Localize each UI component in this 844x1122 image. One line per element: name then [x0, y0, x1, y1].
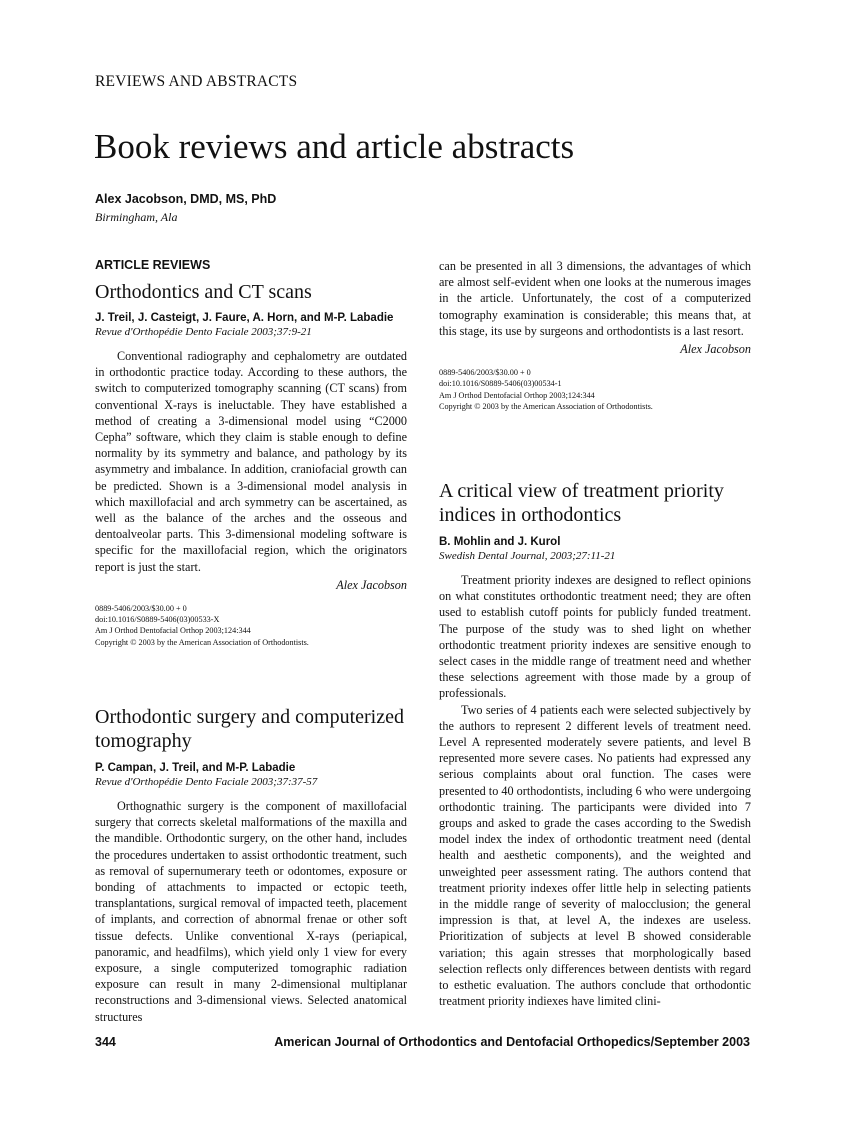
author-affiliation: Birmingham, Ala	[95, 210, 178, 224]
article-2-title: Orthodontic surgery and computerized tomography	[95, 706, 404, 752]
article-2-doi: doi:10.1016/S0889-5406(03)00534-1	[439, 379, 562, 389]
article-1-copyright: Copyright © 2003 by the American Association of Orthodontists.	[95, 637, 309, 647]
author-name: Alex Jacobson, DMD, MS, PhD	[95, 192, 277, 206]
article-2-authors: P. Campan, J. Treil, and M-P. Labadie	[95, 762, 296, 774]
article-2-body: Orthognathic surgery is the component of maxillofacial surgery that corrects skeletal malformations of the maxilla and the mandible. Orthodontic surgery, on the other hand, includes the procedures undertaken to assist orthodontic treatment, such as removal of supernumerary teeth or odontomes, exposure or bonding of attachments to impacted or ectopic teeth, transplantations, surgical removal of impacted teeth, placement of implants, and correction of abnormal frenae or other soft tissue defects. Unlike conventional X-rays (periapical, panoramic, and headfilms), which yield only 1 view for every exposure, a single computerized tomographic radiation exposure can result in many 2-dimensional multiplanar reconstructions and 3-dimensional views. Selected anatomical structures	[95, 799, 407, 1024]
article-2-signature: Alex Jacobson	[680, 342, 751, 357]
article-3-authors: B. Mohlin and J. Kurol	[439, 536, 561, 548]
article-1-citation: Am J Orthod Dentofacial Orthop 2003;124:344	[95, 626, 251, 636]
article-1-body: Conventional radiography and cephalometry are outdated in orthodontic practice today. According to these authors, the switch to computerized tomography scanning (CT scans) from conventional X-rays is ineluctable. They have established a method of creating a 3-dimensional model using “C2000 Cepha” software, which they claim is stable enough to define normality by its symmetry and balance, and pathology by its asymmetry and imbalance. In addition, craniofacial growth can be predicted. Shown is a 3-dimensional model analysis in which maxillofacial and arch symmetry can be ascertained, as well as the balance of the arches and the osseous and dentoalveolar parts. This 3-dimensional modeling software is specific for the maxillofacial region, which the originators report is just the start.	[95, 349, 407, 574]
article-1-meta	[95, 603, 407, 648]
section-label: ARTICLE REVIEWS	[95, 258, 211, 272]
article-1-doi: doi:10.1016/S0889-5406(03)00533-X	[95, 615, 220, 625]
article-3-source: Swedish Dental Journal, 2003;27:11-21	[439, 550, 616, 562]
article-2-citation: Am J Orthod Dentofacial Orthop 2003;124:344	[439, 390, 595, 400]
article-3-body-paragraph-1: Treatment priority indexes are designed to reflect opinions on what constitutes orthodontic treatment need; they are often used to establish cutoff points for publicly funded treatment. The purpose of the study was to shed light on whether orthodontic treatment priority indexes are sensitive enough to select cases in the middle range of treatment need and whether these selections agreement with those made by a group of professionals.	[439, 573, 751, 701]
article-2-source: Revue d'Orthopédie Dento Faciale 2003;37:37-57	[95, 776, 318, 788]
article-1-authors: J. Treil, J. Casteigt, J. Faure, A. Horn, and M-P. Labadie	[95, 312, 394, 324]
article-1-price: 0889-5406/2003/$30.00 + 0	[95, 603, 187, 613]
article-2-body-continued: can be presented in all 3 dimensions, the advantages of which are almost self-evident when one looks at the numerous images in the article. Unfortunately, the cost of a computerized tomography examination is considerable; this means that, at this stage, its use by surgeons and orthodontists is a last resort.	[439, 259, 751, 338]
article-2-copyright: Copyright © 2003 by the American Association of Orthodontists.	[439, 401, 653, 411]
article-1-source: Revue d'Orthopédie Dento Faciale 2003;37:9-21	[95, 326, 312, 338]
article-2-price: 0889-5406/2003/$30.00 + 0	[439, 368, 531, 378]
article-3-body-paragraph-2: Two series of 4 patients each were selected subjectively by the authors to represent 2 different levels of treatment need. Level A represented moderately severe patients, and level B represented more severe cases. No patients had expressed any serious complaints about oral function. The cases were presented to 40 orthodontists, including 6 who were undergoing orthodontic training. The participants were divided into 7 groups and asked to grade the cases according to the Swedish model index the index of orthodontic treatment need (dental health and aesthetic components), and the weighted and unweighted peer assessment rating. The authors contend that treatment priority indexes offer little help in selecting patients in the middle range of severity of malocclusion; the general impression is that, at level A, the indexes are useless. Prioritization of subjects at level B showed considerable variation; this again stresses that morphologically based selection reflects only differences between dentists with regard to esthetic evaluation. The authors conclude that orthodontic treatment priority indiexes have limited clini-	[439, 702, 751, 1009]
page-title: Book reviews and article abstracts	[94, 127, 575, 166]
running-head: REVIEWS AND ABSTRACTS	[95, 73, 298, 90]
article-1-signature: Alex Jacobson	[336, 577, 407, 592]
right-column	[439, 258, 751, 412]
article-1-title: Orthodontics and CT scans	[95, 281, 312, 303]
page-number: 344	[95, 1035, 116, 1049]
left-column	[95, 258, 407, 648]
article-2-meta	[439, 367, 751, 412]
article-3-title: A critical view of treatment priority indices in orthodontics	[439, 480, 724, 526]
right-column-article-3	[439, 479, 751, 1009]
left-column-article-2	[95, 705, 407, 1025]
journal-footer: American Journal of Orthodontics and Dentofacial Orthopedics/September 2003	[274, 1035, 750, 1049]
